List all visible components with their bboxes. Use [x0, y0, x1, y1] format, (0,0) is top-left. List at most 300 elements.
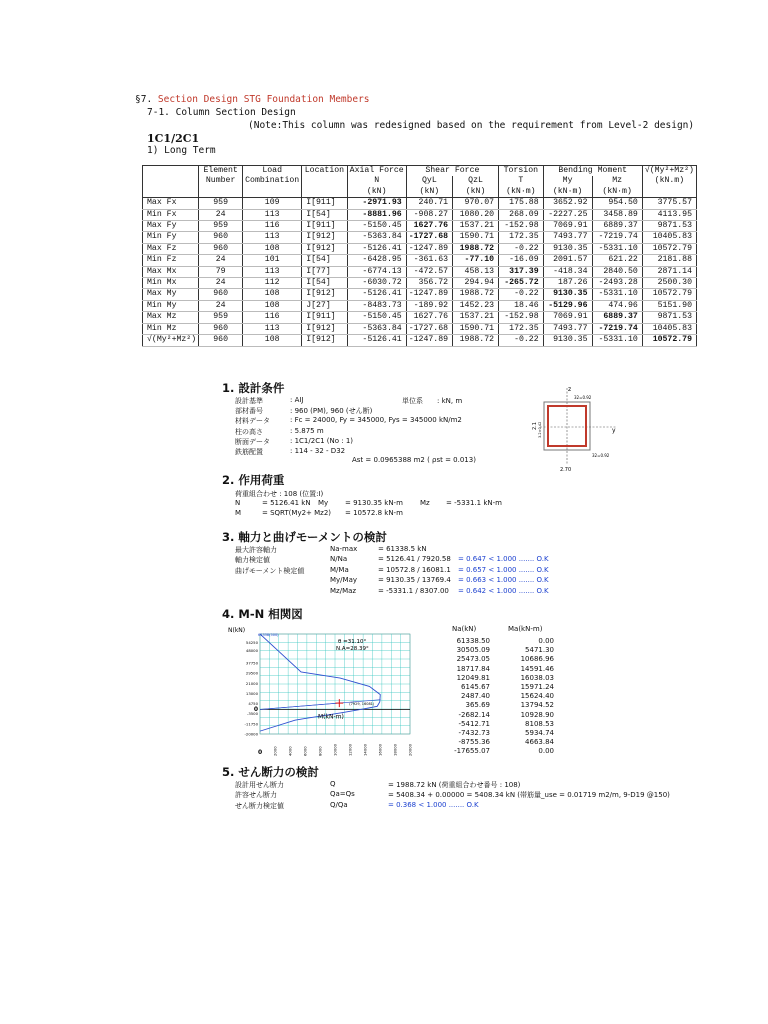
col-ma: Ma(kN-m) [508, 625, 543, 633]
cell-el: 79 [199, 266, 243, 277]
s2-lc: 荷重組合わせ : 108 (位置:I) [235, 490, 324, 498]
row-label: Max Mx [143, 266, 199, 277]
cell-qz: 970.07 [453, 198, 499, 209]
row-label: Max My [143, 289, 199, 300]
dim-w: 2.70 [560, 467, 572, 473]
cell-mz: -7219.74 [592, 323, 642, 334]
cell-r: 2500.30 [642, 278, 696, 289]
row-label: Min Fz [143, 255, 199, 266]
mn-ma: 5934.74 [525, 729, 554, 738]
row-label: Max Fy [143, 221, 199, 232]
s5-b: Q/Qa [330, 800, 348, 809]
cell-mz: 474.96 [592, 300, 642, 311]
mn-na: -8755.36 [458, 738, 490, 747]
cell-qz: 1988.72 [453, 335, 499, 346]
cell-my: 7069.91 [543, 312, 592, 323]
cell-my: 9130.35 [543, 289, 592, 300]
cell-lc: 108 [243, 300, 302, 311]
x-tick-label: 18000 [392, 743, 398, 756]
table-row [143, 335, 697, 346]
s2-my: = 9130.35 kN-m [345, 499, 403, 507]
cell-qz: 1988.72 [453, 243, 499, 254]
cell-qz: 1452.23 [453, 300, 499, 311]
cell-r: 2181.88 [642, 255, 696, 266]
cell-t: -152.98 [499, 312, 544, 323]
s3-c: = -5331.1 / 8307.00 [378, 586, 449, 595]
s3-a: 曲げモーメント検定値 [235, 566, 305, 575]
cell-el: 24 [199, 255, 243, 266]
row-label: Max Fx [143, 198, 199, 209]
row-label: Min Fy [143, 232, 199, 243]
y-tick-label: 0 [253, 705, 258, 713]
cell-r: 9871.53 [642, 312, 696, 323]
s1-label: 柱の高さ [235, 427, 263, 436]
cell-el: 960 [199, 243, 243, 254]
cell-my: 7069.91 [543, 221, 592, 232]
table-row [143, 198, 697, 209]
s3-b: Mz/Maz [330, 586, 357, 595]
cell-n: -6774.13 [347, 266, 406, 277]
cell-qy: -472.57 [406, 266, 452, 277]
y-tick-label: 54250 [245, 640, 258, 646]
table-row [143, 323, 697, 334]
cell-n: -5363.84 [347, 323, 406, 334]
x-tick-label: 16000 [377, 743, 383, 756]
s1-label: 材料データ [235, 417, 270, 426]
mn-na: 30505.09 [456, 646, 490, 655]
note-right: 32=0.92 [592, 453, 610, 458]
y-tick-label: 21000 [245, 681, 258, 687]
mn-na: 2487.40 [461, 692, 490, 701]
th-load: Load [243, 166, 302, 177]
s1-value: : Fc = 24000, Fy = 345000, Fys = 345000 kN/m2 [290, 416, 462, 425]
mn-ma: 16038.03 [520, 673, 554, 682]
cell-mz: 2840.50 [592, 266, 642, 277]
th-shear: Shear Force [406, 166, 498, 177]
cell-t: 175.88 [499, 198, 544, 209]
s1-value: : 960 (PM), 960 (せん断) [290, 407, 373, 416]
cell-loc: J[27] [302, 300, 347, 311]
cell-el: 24 [199, 300, 243, 311]
cell-el: 960 [199, 232, 243, 243]
cell-loc: I[912] [302, 243, 347, 254]
mn-row [440, 720, 560, 729]
cell-qy: -189.92 [406, 300, 452, 311]
th-my: My [543, 176, 592, 186]
s3-title: 3. 軸力と曲げモーメントの検討 [222, 530, 387, 544]
cell-n: -5150.45 [347, 312, 406, 323]
column-section-figure [530, 384, 620, 474]
section-heading: §7. Section Design STG Foundation Members [135, 94, 370, 105]
cell-t: 317.39 [499, 266, 544, 277]
cell-mz: 954.50 [592, 198, 642, 209]
mn-row [440, 683, 560, 692]
cell-lc: 112 [243, 278, 302, 289]
mn-row [440, 701, 560, 710]
x-tick-label: 20000 [407, 743, 413, 756]
cell-qz: 294.94 [453, 278, 499, 289]
cell-r: 10405.83 [642, 232, 696, 243]
y-axis-label: N(kN) [228, 627, 246, 634]
th-number: Number [199, 176, 243, 186]
cell-el: 959 [199, 198, 243, 209]
cell-my: 187.26 [543, 278, 592, 289]
s5-c: = 5408.34 + 0.00000 = 5408.34 kN (帯筋量_use = 0.01719 m2/m, 9-D19 @150) [388, 791, 670, 800]
cell-loc: I[54] [302, 278, 347, 289]
mn-ma: 5471.30 [525, 646, 554, 655]
s1-label: 部材番号 [235, 407, 263, 416]
mn-na: -7432.73 [458, 729, 490, 738]
x-tick-label: 2000 [272, 746, 278, 756]
ast-value: Ast = 0.0965388 m2 ( ρst = 0.013) [352, 456, 476, 464]
cell-n: -5126.41 [347, 335, 406, 346]
cell-r: 5151.90 [642, 300, 696, 311]
cell-el: 960 [199, 335, 243, 346]
mn-row [440, 665, 560, 674]
table-row [143, 232, 697, 243]
row-label: √(My²+Mz²) [143, 335, 199, 346]
mn-table [440, 637, 560, 757]
th-mz: Mz [592, 176, 642, 186]
mn-ma: 14591.46 [520, 664, 554, 673]
s3-d: = 0.647 < 1.000 ....... O.K [458, 555, 549, 564]
note-top: 32=0.92 [574, 395, 592, 400]
x-tick-label: 8000 [317, 746, 323, 756]
mn-row [440, 646, 560, 655]
cell-mz: -2493.28 [592, 278, 642, 289]
note-left: 3.2×0.42 [538, 421, 542, 438]
cell-el: 960 [199, 289, 243, 300]
cell-t: 268.09 [499, 209, 544, 220]
mn-ma: 15624.40 [520, 692, 554, 701]
s3-b: Na-max [330, 545, 358, 553]
s1-value: : 114 - 32 - D32 [290, 447, 346, 455]
s3-b: My/May [330, 576, 358, 585]
cell-r: 10572.79 [642, 289, 696, 300]
table-row [143, 209, 697, 220]
cell-qy: -1247.89 [406, 289, 452, 300]
s2-title: 2. 作用荷重 [222, 473, 285, 487]
cell-el: 960 [199, 323, 243, 334]
s3-d: = 0.642 < 1.000 ....... O.K [458, 586, 549, 595]
mn-na: 61338.50 [456, 637, 490, 645]
cell-r: 9871.53 [642, 221, 696, 232]
mn-ma: 10686.96 [520, 655, 554, 664]
s1-label: 設計基準 [235, 397, 263, 405]
mn-ma: 4663.84 [525, 738, 554, 747]
cell-my: 7493.77 [543, 232, 592, 243]
mn-row [440, 674, 560, 683]
cell-r: 4113.95 [642, 209, 696, 220]
th-unit-t: (kN·m) [499, 187, 544, 198]
s3-c: = 10572.8 / 16081.1 [378, 565, 451, 574]
table-row [143, 300, 697, 311]
mn-na: -17655.07 [454, 747, 490, 756]
th-qzl: QzL [453, 176, 499, 186]
x-tick-label: 12000 [347, 743, 353, 756]
mn-row [440, 711, 560, 720]
cell-loc: I[911] [302, 221, 347, 232]
s5-c: = 0.368 < 1.000 ....... O.K [388, 800, 479, 809]
mn-row [440, 729, 560, 738]
cell-loc: I[54] [302, 255, 347, 266]
cell-t: -16.09 [499, 255, 544, 266]
th-combination: Combination [243, 176, 302, 186]
th-n: N [347, 176, 406, 186]
y-tick-label: 29500 [245, 670, 258, 676]
x-axis-label: M(kN-m) [318, 713, 344, 721]
x-tick-label: 14000 [362, 743, 368, 756]
cell-el: 959 [199, 312, 243, 323]
cell-qy: 240.71 [406, 198, 452, 209]
cell-mz: -5331.10 [592, 335, 642, 346]
y-tick-label: 4750 [248, 701, 258, 707]
s5-a: 設計用せん断力 [235, 781, 284, 789]
s3-d: = 0.657 < 1.000 ....... O.K [458, 565, 549, 574]
s3-b: N/Na [330, 555, 348, 564]
mn-ma: 10928.90 [520, 710, 554, 719]
cell-qy: 356.72 [406, 278, 452, 289]
cell-r: 3775.57 [642, 198, 696, 209]
cell-mz: 6889.37 [592, 312, 642, 323]
cell-qy: -908.27 [406, 209, 452, 220]
s1-value: : AIJ [290, 396, 304, 404]
cell-n: -6428.95 [347, 255, 406, 266]
col-na: Na(kN) [452, 625, 477, 633]
cell-mz: -7219.74 [592, 232, 642, 243]
th-unit-qy: (kN) [406, 187, 452, 198]
cell-lc: 109 [243, 198, 302, 209]
mn-row [440, 637, 560, 646]
row-label: Min Mz [143, 323, 199, 334]
mn-row [440, 747, 560, 756]
cell-qz: 1080.20 [453, 209, 499, 220]
cell-qz: 1537.21 [453, 221, 499, 232]
y-tick-label: -3500 [246, 711, 258, 717]
th-bending: Bending Moment [543, 166, 642, 177]
cell-n: -6030.72 [347, 278, 406, 289]
y-label: y [612, 427, 616, 434]
cell-mz: 621.22 [592, 255, 642, 266]
mn-ma: 15971.24 [520, 683, 554, 692]
cell-qz: 1590.71 [453, 323, 499, 334]
cell-lc: 113 [243, 323, 302, 334]
mn-na: 25473.05 [456, 655, 490, 664]
th-unit-r: (kN.m) [642, 176, 696, 186]
cell-loc: I[911] [302, 198, 347, 209]
cell-n: -5363.84 [347, 232, 406, 243]
cell-my: 9130.35 [543, 335, 592, 346]
row-label: Max Mz [143, 312, 199, 323]
case-label: 1) Long Term [147, 145, 216, 156]
mn-row [440, 738, 560, 747]
s5-b: Qa=Qs [330, 790, 355, 799]
cell-loc: I[912] [302, 335, 347, 346]
th-qyl: QyL [406, 176, 452, 186]
cell-t: -0.22 [499, 335, 544, 346]
s3-a: 最大許容軸力 [235, 546, 277, 554]
th-unit-qz: (kN) [453, 187, 499, 198]
cell-qz: 1988.72 [453, 289, 499, 300]
x-tick-label: 6000 [302, 746, 308, 756]
cell-my: -418.34 [543, 266, 592, 277]
s3-c: = 5126.41 / 7920.58 [378, 555, 451, 564]
th-torsion: Torsion [499, 166, 544, 177]
cell-lc: 108 [243, 289, 302, 300]
cell-r: 10572.79 [642, 243, 696, 254]
cell-t: 172.35 [499, 323, 544, 334]
table-row [143, 289, 697, 300]
row-label: Min My [143, 300, 199, 311]
table-row [143, 312, 697, 323]
design-note: (Note:This column was redesigned based on the requirement from Level-2 design) [248, 120, 695, 131]
cell-r: 10572.79 [642, 335, 696, 346]
cell-t: -265.72 [499, 278, 544, 289]
s1-value: : 5.875 m [290, 426, 324, 435]
y-tick-label: -20000 [244, 731, 258, 737]
mn-ma: 0.00 [538, 637, 554, 645]
cell-lc: 108 [243, 243, 302, 254]
s5-a: せん断力検定値 [235, 801, 284, 810]
cell-el: 959 [199, 221, 243, 232]
force-table [142, 165, 697, 347]
mn-row [440, 655, 560, 664]
s2-mz: = -5331.1 kN-m [446, 499, 502, 507]
cell-qy: -1727.68 [406, 323, 452, 334]
s4-title: 4. M-N 相関図 [222, 607, 303, 621]
s2-m-expr: = SQRT(My2+ Mz2) [262, 509, 332, 517]
cell-mz: 3458.89 [592, 209, 642, 220]
cell-mz: -5331.10 [592, 289, 642, 300]
table-row [143, 278, 697, 289]
cell-loc: I[911] [302, 312, 347, 323]
table-row [143, 255, 697, 266]
th-resultant: √(My²+Mz²) [642, 166, 696, 177]
mn-na: -2682.14 [458, 710, 490, 719]
cell-my: 9130.35 [543, 243, 592, 254]
cell-lc: 108 [243, 335, 302, 346]
x-tick-label: 10000 [332, 743, 338, 756]
cell-el: 24 [199, 278, 243, 289]
cell-loc: I[77] [302, 266, 347, 277]
cell-mz: -5331.10 [592, 243, 642, 254]
cell-qz: 1590.71 [453, 232, 499, 243]
y-tick-label: 37750 [245, 660, 258, 666]
s5-b: Q [330, 780, 336, 788]
unit-label: 単位系 : kN, m [402, 397, 463, 405]
x-tick-label: 0 [258, 749, 263, 756]
cell-t: -152.98 [499, 221, 544, 232]
th-t: T [499, 176, 544, 186]
cell-lc: 113 [243, 232, 302, 243]
s3-c: = 61338.5 kN [378, 545, 427, 553]
cell-my: -2227.25 [543, 209, 592, 220]
s1-title: 1. 設計条件 [222, 381, 285, 395]
cell-n: -2971.93 [347, 198, 406, 209]
mn-na: 12049.81 [456, 673, 490, 682]
cell-lc: 116 [243, 312, 302, 323]
cell-qy: 1627.76 [406, 312, 452, 323]
annot-na: N.A=28.39° [336, 646, 369, 652]
th-unit-my: (kN·m) [543, 187, 592, 198]
table-row [143, 221, 697, 232]
cell-my: 3652.92 [543, 198, 592, 209]
rebar-layer [548, 406, 586, 446]
cell-my: 2091.57 [543, 255, 592, 266]
cell-qy: -1247.89 [406, 335, 452, 346]
cell-qy: -1247.89 [406, 243, 452, 254]
cell-my: 7493.77 [543, 323, 592, 334]
cell-qy: -361.63 [406, 255, 452, 266]
mn-ma: 0.00 [538, 747, 554, 756]
s1-label: 断面データ [235, 437, 270, 446]
table-row [143, 266, 697, 277]
s2-n: = 5126.41 kN [262, 499, 311, 507]
cell-loc: I[912] [302, 232, 347, 243]
cell-mz: 6889.37 [592, 221, 642, 232]
table-row [143, 243, 697, 254]
th-unit-n: (kN) [347, 187, 406, 198]
cell-n: -5126.41 [347, 289, 406, 300]
cell-r: 10405.83 [642, 323, 696, 334]
row-label: Min Fx [143, 209, 199, 220]
point-label: (7929, 16081) [349, 702, 375, 707]
subsection-heading: 7-1. Column Section Design [147, 107, 296, 118]
y-tick-label: -11750 [244, 721, 258, 727]
cell-t: -0.22 [499, 289, 544, 300]
y-top-label: 61338(500) [258, 633, 279, 637]
row-label: Min Mx [143, 278, 199, 289]
cell-qz: 1537.21 [453, 312, 499, 323]
cell-qz: 458.13 [453, 266, 499, 277]
cell-qz: -77.10 [453, 255, 499, 266]
s5-title: 5. せん断力の検討 [222, 765, 319, 779]
cell-n: -5150.45 [347, 221, 406, 232]
cell-lc: 101 [243, 255, 302, 266]
mn-ma: 13794.52 [520, 701, 554, 710]
member-label: 1C1/2C1 [147, 132, 200, 145]
cell-loc: I[54] [302, 209, 347, 220]
mn-interaction-chart [226, 624, 426, 756]
cell-lc: 116 [243, 221, 302, 232]
mn-row [440, 692, 560, 701]
s3-c: = 9130.35 / 13769.4 [378, 576, 451, 585]
cell-n: -5126.41 [347, 243, 406, 254]
cell-lc: 113 [243, 266, 302, 277]
mn-na: -5412.71 [458, 719, 490, 728]
th-axial: Axial Force [347, 166, 406, 177]
cell-qy: -1727.68 [406, 232, 452, 243]
y-tick-label: 48000 [245, 647, 258, 653]
cell-my: -5129.96 [543, 300, 592, 311]
dim-h: 2.1 [532, 422, 538, 430]
y-tick-label: 13000 [245, 690, 258, 696]
z-label: z [568, 386, 572, 393]
s5-a: 許容せん断力 [235, 791, 277, 800]
cell-loc: I[912] [302, 323, 347, 334]
mn-ma: 8108.53 [525, 719, 554, 728]
th-element: Element [199, 166, 243, 177]
cell-t: 18.46 [499, 300, 544, 311]
mn-na: 365.69 [465, 701, 490, 710]
cell-n: -8881.96 [347, 209, 406, 220]
s3-a: 軸力検定値 [235, 556, 270, 565]
cell-loc: I[912] [302, 289, 347, 300]
th-unit-mz: (kN·m) [592, 187, 642, 198]
cell-r: 2871.14 [642, 266, 696, 277]
mn-na: 18717.84 [456, 664, 490, 673]
s1-label: 鉄筋配置 [235, 448, 263, 456]
